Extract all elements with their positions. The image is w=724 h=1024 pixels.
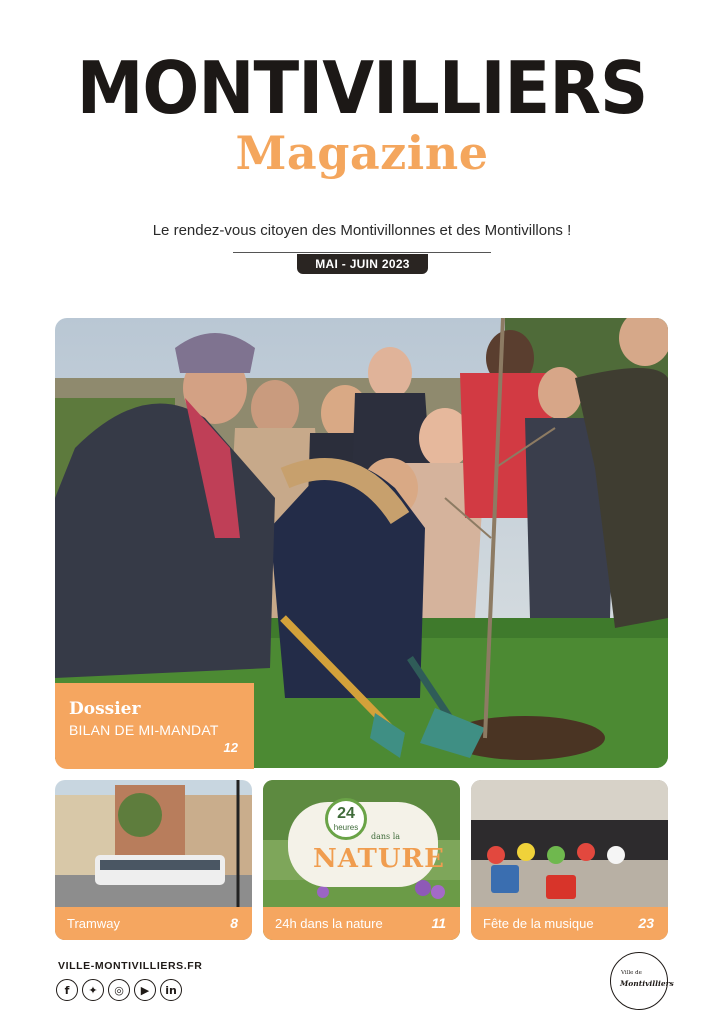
teaser-page: 8	[230, 915, 238, 931]
twitter-icon[interactable]: ✦	[82, 979, 104, 1001]
teaser-label: 24h dans la nature	[275, 916, 383, 931]
nature-logo-word: heures	[333, 823, 359, 832]
cover-story-headline: BILAN DE MI-MANDAT	[69, 722, 219, 738]
youtube-icon[interactable]: ▶	[134, 979, 156, 1001]
nature-logo-number: 24	[337, 805, 355, 822]
nature-logo-badge	[325, 798, 367, 840]
teaser-label: Fête de la musique	[483, 916, 594, 931]
city-logo-line2: Montivilliers	[620, 979, 674, 988]
instagram-icon[interactable]: ◎	[108, 979, 130, 1001]
cover-story-page: 12	[223, 740, 238, 755]
teaser-page: 11	[431, 915, 446, 931]
city-logo	[610, 952, 674, 1010]
masthead	[0, 46, 724, 180]
teaser-fete-musique[interactable]	[471, 780, 668, 940]
website-link[interactable]: VILLE-MONTIVILLIERS.FR	[58, 960, 203, 972]
issue-date-badge: MAI - JUIN 2023	[297, 254, 428, 274]
cover-story-label[interactable]	[55, 683, 254, 769]
magazine-title: MONTIVILLIERS	[76, 46, 648, 130]
linkedin-icon[interactable]: in	[160, 979, 182, 1001]
magazine-subtitle: Magazine	[235, 126, 489, 180]
teaser-bar	[55, 907, 252, 940]
teaser-page: 23	[638, 915, 654, 931]
facebook-icon[interactable]: f	[56, 979, 78, 1001]
teaser-tramway[interactable]	[55, 780, 252, 940]
nature-logo-title: NATURE	[313, 844, 445, 874]
social-links	[56, 979, 182, 1001]
nature-logo-connector: dans la	[371, 832, 401, 841]
tagline: Le rendez-vous citoyen des Montivillonnes et des Montivillons !	[152, 222, 572, 239]
teaser-24h-nature[interactable]	[263, 780, 460, 940]
city-logo-line1: Ville de	[621, 970, 642, 976]
cover-story-kicker: Dossier	[69, 699, 141, 719]
teaser-label: Tramway	[67, 916, 120, 931]
divider	[233, 252, 491, 253]
teaser-bar	[263, 907, 460, 940]
teaser-bar	[471, 907, 668, 940]
